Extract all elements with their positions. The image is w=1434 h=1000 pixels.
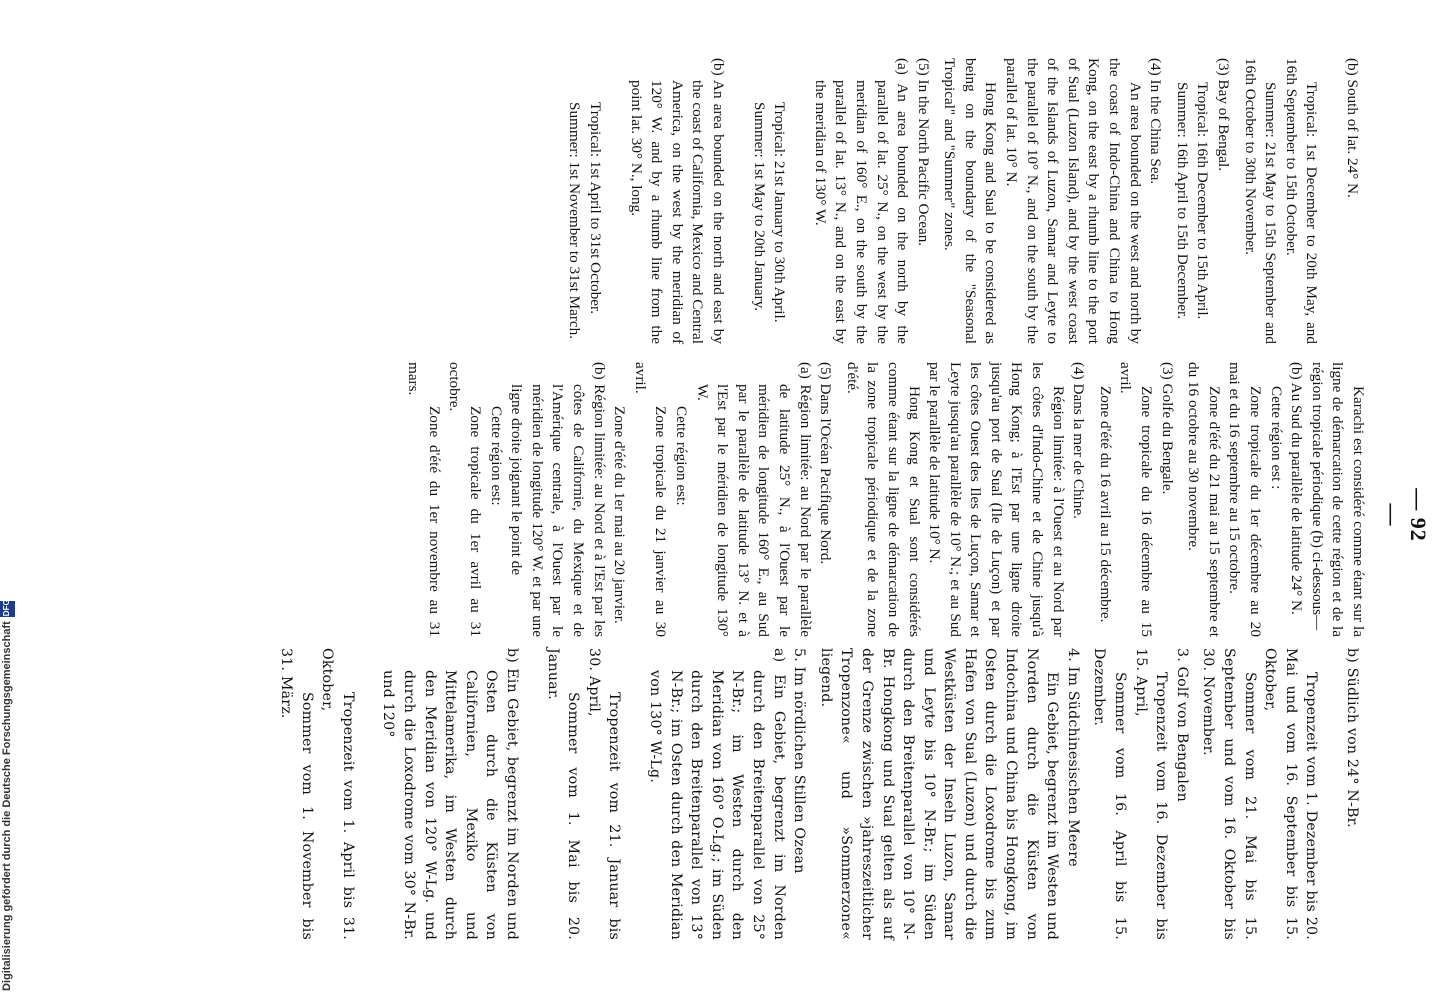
en-paragraph: Tropical: 1st April to 31st October. — [587, 102, 604, 315]
en-heading-china-sea: (4) In the China Sea. — [1147, 58, 1165, 185]
fr-heading-pacifique-nord: (5) Dans l'Océan Pacifique Nord. — [817, 362, 835, 565]
fr-paragraph: Zone d'été du 16 avril au 15 décembre. — [1096, 386, 1114, 623]
fr-paragraph: (a) Région limitée: au Nord par le parallèle de latitude 25° N., à l'Ouest par le méridien de longitude 160° E., au Sud par le parallèle de latitude 13° N. et à l'Est par le méridien de longitude 130° W. — [693, 362, 814, 637]
de-paragraph: Tropenzeit vom 1. April bis 31. Oktober, — [319, 648, 356, 940]
en-paragraph: Tropical: 16th December to 15th April. — [1194, 82, 1212, 320]
dfg-logo-icon: DFG — [0, 601, 15, 617]
fr-paragraph: Zone d'été du 1er novembre au 31 mars. — [405, 362, 443, 637]
de-heading-suedchinesisches-meer: 4. Im Südchinesischen Meere — [1064, 648, 1081, 867]
fr-heading-sud-24: (b) Au Sud du parallèle de latitude 24° N. — [1288, 362, 1306, 615]
spacer — [1321, 648, 1341, 940]
de-paragraph: a) Ein Gebiet, begrenzt im Norden durch den Breitenparallel von 25° N-Br.; im Westen durch den Meridian von 160° O-Lg.; im Süden durch den Breitenparallel von 13° N-Br.; im Osten durch den Meridian von 130° W-Lg. — [647, 648, 787, 940]
de-paragraph: Sommer vom 1. Mai bis 20. Januar. — [544, 648, 582, 940]
spacer — [624, 648, 644, 940]
fr-paragraph: Cette région est: — [673, 406, 690, 506]
de-heading-golf-von-bengalen: 3. Golf von Bengalen — [1173, 648, 1190, 802]
fr-paragraph: Cette région est: — [487, 406, 505, 506]
fr-paragraph: Zone tropicale du 1er décembre au 20 mai et du 16 septembre au 15 octobre. — [1226, 362, 1265, 637]
fr-paragraph: Zone d'été du 1er mai au 20 janvier. — [611, 406, 629, 624]
footer-text: Digitalisierung gefördert durch die Deutsche Forschungsgemeinschaft — [1, 621, 13, 991]
de-paragraph: Tropenzeit vom 1. Dezember bis 20. Mai und vom 16. September bis 15. Oktober, — [1262, 648, 1320, 940]
german-column — [276, 648, 1369, 940]
de-paragraph: Ein Gebiet, begrenzt im Westen und Norden durch die Küsten von Indochina und China bis Hongkong, im Osten durch die Loxodrome bis zum Hafen von Sual (Luzon) und durch die Westküsten der Inseln Luzon, Samar und Leyte bis 10° N-Br.; im Süden durch den Breitenparallel von 10° N-Br. Hongkong und Sual gelten als auf der Grenze zwischen »jahreszeitlicher Tropenzone« und »Sommerzone« liegend. — [817, 648, 1061, 940]
en-paragraph: Summer: 16th April to 15th December. — [1173, 82, 1191, 320]
fr-heading-golfe-bengale: (3) Golfe du Bengale. — [1158, 362, 1176, 495]
fr-heading-mer-de-chine: (4) Dans la mer de Chine. — [1070, 362, 1088, 519]
de-paragraph: Sommer vom 1. November bis 31. März. — [278, 648, 315, 940]
de-paragraph: Tropenzeit vom 21. Januar bis 30. April, — [585, 648, 623, 940]
spacer — [789, 58, 809, 344]
de-paragraph: Tropenzeit vom 16. Dezember bis 15. April, — [1132, 648, 1170, 940]
de-paragraph: Sommer vom 21. Mai bis 15. September und vom 16. Oktober bis 30. November. — [1200, 648, 1258, 940]
en-paragraph: (a) An area bounded on the north by the parallel of lat. 25° N., on the west by the meridian of 160° E., on the south by the parallel of lat. 13° N., and on the east by the meridian of 130° W. — [811, 58, 912, 344]
en-paragraph: Summer: 1st November to 31st March. — [566, 102, 584, 340]
en-paragraph: (b) An area bounded on the north and east by the coast of California, Mexico and Central America, on the west by the meridian of 120° W. and by a rhumb line from the point lat. 30° N., long. — [627, 58, 727, 344]
spacer — [605, 58, 625, 344]
en-paragraph: Hong Kong and Sual to be considered as being on the boundary of the "Seasonal Tropical" and "Summer" zones. — [941, 58, 1000, 344]
fr-paragraph: Région limitée: à l'Ouest et au Nord par les côtes d'Indo-Chine et de Chine jusqu'à Hong Kong; à l'Est par une ligne droite jusqu'au port de Sual (Ile de Luçon) et par les côtes Ouest des Iles de Luçon, Samar et Leyte jusqu'au parallèle de 10° N.; et au Sud par le parallèle de latitude 10° N. — [926, 362, 1067, 637]
spacer — [728, 58, 748, 344]
fr-paragraph: Zone tropicale du 1er avril au 31 octobre. — [446, 362, 485, 637]
en-paragraph: Tropical: 21st January to 30th April. — [771, 102, 789, 323]
fr-paragraph: Hong Kong et Sual sont considérés comme étant sur la ligne de démarcation de la zone tropicale périodique et de la zone d'été. — [843, 362, 923, 637]
en-paragraph: An area bounded on the west and north by the coast of Indo-China and China to Hong Kong, on the east by a rhumb line to the port of Sual (Luzon Island), and by the west coast of the Islands of Luzon, Samar and Leyte to the parallel of 10° N., and on the south by the parallel of lat. 10° N. — [1003, 58, 1144, 344]
fr-paragraph: Karachi est considéré comme étant sur la ligne de démarcation de cette région et de la région tropicale périodique (b) ci-dessous— — [1308, 362, 1367, 637]
spacer — [522, 648, 542, 940]
fr-paragraph: Cette région est : — [1267, 386, 1285, 490]
page-number: — 92 — — [1380, 488, 1431, 542]
en-heading-bay-of-bengal: (3) Bay of Bengal. — [1215, 58, 1233, 172]
spacer — [358, 648, 378, 940]
fr-paragraph: Zone tropicale du 16 décembre au 15 avril. — [1117, 362, 1156, 637]
en-heading-south-24: (b) South of lat. 24° N. — [1344, 58, 1361, 198]
de-heading-suedlich-24: b) Südlich von 24° N-Br. — [1344, 648, 1360, 828]
digitization-footer — [0, 1, 14, 991]
english-column — [564, 58, 1368, 344]
de-heading-stiller-ozean: 5. Im nördlichen Stillen Ozean — [791, 648, 808, 874]
en-paragraph: Summer: 1st May to 20th January. — [750, 102, 768, 312]
spacer — [1321, 58, 1341, 344]
fr-paragraph: Zone tropicale du 21 janvier au 30 avril. — [631, 362, 670, 637]
french-column — [403, 362, 1368, 637]
fr-paragraph: Zone d'été du 21 mai au 15 septembre et du 16 octobre au 30 novembre. — [1185, 362, 1223, 637]
de-paragraph: b) Ein Gebiet, begrenzt im Norden und Osten durch die Küsten von Californien, Mexiko und Mittelamerika, im Westen durch den Meridian von 120° W-Lg. und durch die Loxodrome vom 30° N-Br. und 120° — [380, 648, 521, 940]
fr-paragraph: (b) Région limitée: au Nord et à l'Est par les côtes de Californie, du Mexique et de l'Amérique centrale, à l'Ouest par le méridien de longitude 120° W. et par une ligne droite joignant le point de — [508, 362, 608, 637]
de-paragraph: Sommer vom 16. April bis 15. Dezember. — [1091, 648, 1129, 940]
en-paragraph: Tropical: 1st December to 20th May, and 16th September to 15th October. — [1282, 58, 1321, 344]
en-paragraph: Summer: 21st May to 15th September and 16th October to 30th November. — [1241, 58, 1280, 344]
en-heading-north-pacific: (5) In the North Pacific Ocean. — [914, 58, 932, 247]
